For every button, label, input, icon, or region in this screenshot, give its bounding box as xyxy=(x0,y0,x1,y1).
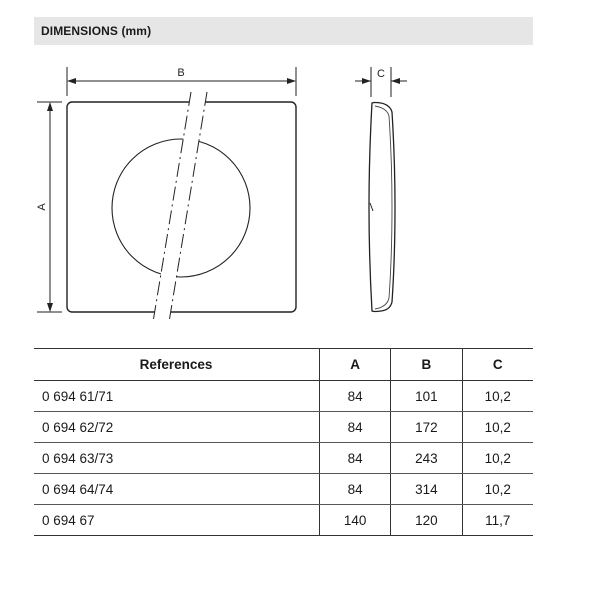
cell-reference: 0 694 63/73 xyxy=(34,443,320,474)
column-header-b: B xyxy=(391,349,462,381)
column-header-c: C xyxy=(462,349,533,381)
b-arrow-left xyxy=(67,78,76,84)
cell-a: 84 xyxy=(320,443,391,474)
table-row xyxy=(34,381,533,412)
label-b: B xyxy=(177,67,185,79)
cell-a: 84 xyxy=(320,474,391,505)
table-row xyxy=(34,412,533,443)
cell-b: 172 xyxy=(391,412,462,443)
label-a: A xyxy=(36,203,48,211)
b-arrow-right xyxy=(287,78,296,84)
table-row xyxy=(34,443,533,474)
cell-c: 11,7 xyxy=(462,505,533,536)
cell-a: 84 xyxy=(320,381,391,412)
a-arrow-top xyxy=(47,102,53,111)
cell-b: 120 xyxy=(391,505,462,536)
cell-b: 101 xyxy=(391,381,462,412)
cell-b: 314 xyxy=(391,474,462,505)
plate-side-view xyxy=(369,103,395,312)
c-arrow-left xyxy=(362,78,371,84)
section-title: DIMENSIONS (mm) xyxy=(41,24,152,38)
cell-a: 140 xyxy=(320,505,391,536)
table-row xyxy=(34,505,533,536)
cell-c: 10,2 xyxy=(462,474,533,505)
table-row xyxy=(34,474,533,505)
cell-c: 10,2 xyxy=(462,381,533,412)
table-header-row xyxy=(34,349,533,381)
cell-b: 243 xyxy=(391,443,462,474)
cell-c: 10,2 xyxy=(462,443,533,474)
references-table xyxy=(34,348,533,536)
cell-a: 84 xyxy=(320,412,391,443)
cell-c: 10,2 xyxy=(462,412,533,443)
c-arrow-right xyxy=(391,78,400,84)
column-header-references: References xyxy=(34,349,320,381)
a-arrow-bottom xyxy=(47,303,53,312)
label-c: C xyxy=(377,68,385,80)
column-header-a: A xyxy=(320,349,391,381)
cell-reference: 0 694 67 xyxy=(34,505,320,536)
cell-reference: 0 694 61/71 xyxy=(34,381,320,412)
cell-reference: 0 694 64/74 xyxy=(34,474,320,505)
cell-reference: 0 694 62/72 xyxy=(34,412,320,443)
